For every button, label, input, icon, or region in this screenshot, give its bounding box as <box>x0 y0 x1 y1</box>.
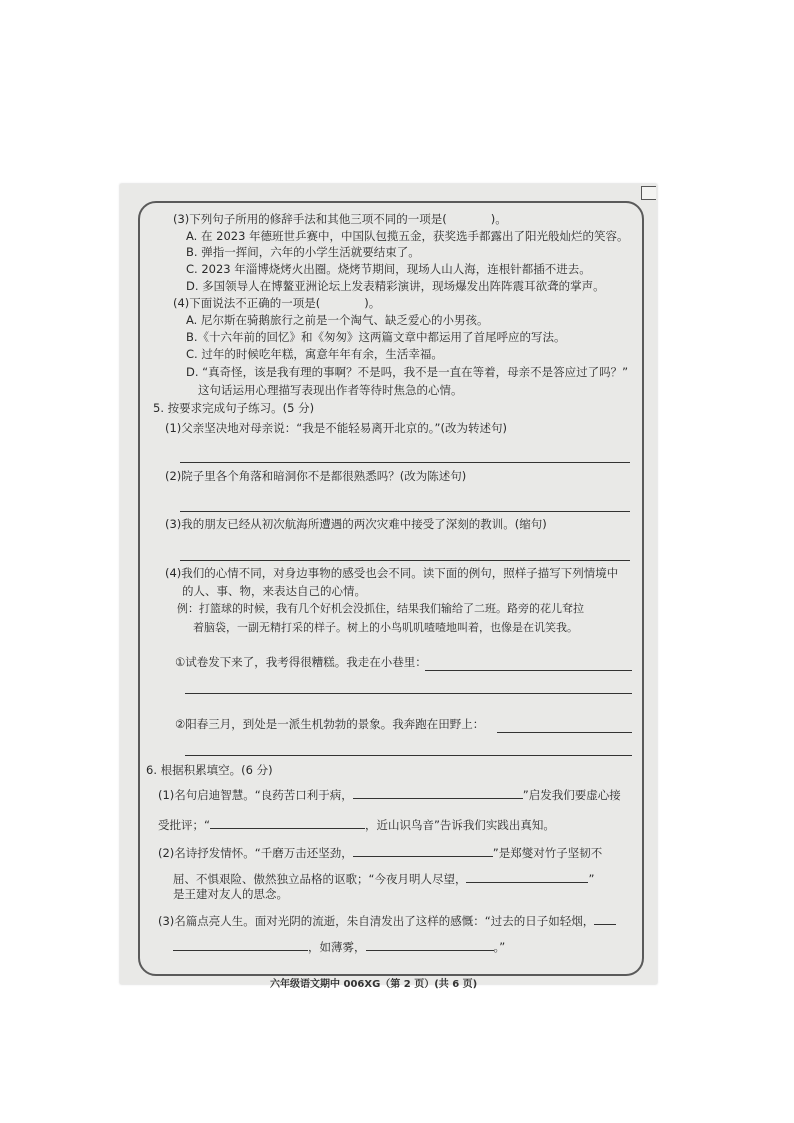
q6-s1-blank2[interactable] <box>210 816 365 829</box>
q4-4-stem: (4)下面说法不正确的一项是( )。 <box>173 296 381 310</box>
q4-3-option-d: D. 多国领导人在博鳌亚洲论坛上发表精彩演讲，现场爆发出阵阵震耳欲聋的掌声。 <box>186 279 605 293</box>
q5-item1-answer-line-a[interactable] <box>425 670 632 671</box>
q4-3-option-a: A. 在 2023 年德班世乒赛中，中国队包揽五金，获奖选手都露出了阳光般灿烂的笑容。 <box>186 229 629 243</box>
sheet-edge-tab <box>641 186 656 200</box>
q6-s3-line1: (3)名篇点亮人生。面对光阴的流逝，朱自清发出了这样的感慨：“过去的日子如轻烟， <box>158 912 616 928</box>
q6-s2-blank2[interactable] <box>466 870 588 883</box>
q5-s1-answer-line[interactable] <box>180 462 630 463</box>
q5-title: 5. 按要求完成句子练习。(5 分) <box>153 401 315 415</box>
q5-item1-answer-line-b[interactable] <box>185 693 632 694</box>
q4-4-option-d-cont: 这句话运用心理描写表现出作者等待时焦急的心情。 <box>198 383 463 397</box>
q5-s3-answer-line[interactable] <box>180 560 630 561</box>
q6-s3-blank1[interactable] <box>173 938 308 951</box>
q5-s4-line2: 的人、事、物，来表达自己的心情。 <box>182 584 366 598</box>
q5-item2: ②阳春三月，到处是一派生机勃勃的景象。我奔跑在田野上： <box>175 717 485 731</box>
q6-s2-blank1[interactable] <box>353 844 493 857</box>
q6-s2-line1: (2)名诗抒发情怀。“千磨万击还坚劲， ”是郑燮对竹子坚韧不 <box>158 846 603 860</box>
q6-s3-blank0[interactable] <box>594 912 616 925</box>
q5-s1: (1)父亲坚决地对母亲说：“我是不能轻易离开北京的。”(改为转述句) <box>165 421 507 435</box>
q6-s2-line3: 是王建对友人的思念。 <box>173 887 288 901</box>
q5-example-line1: 例：打篮球的时候，我有几个好机会没抓住，结果我们输给了二班。路旁的花儿耷拉 <box>177 602 584 615</box>
q5-item1: ①试卷发下来了，我考得很糟糕。我走在小巷里： <box>175 655 427 669</box>
q4-4-option-d: D. “真奇怪，该是我有理的事啊？不是吗，我不是一直在等着，母亲不是答应过了吗？” <box>186 365 629 379</box>
q4-3-option-c: C. 2023 年淄博烧烤火出圈。烧烤节期间，现场人山人海，连根针都插不进去。 <box>186 262 591 276</box>
q4-4-option-b: B.《十六年前的回忆》和《匆匆》这两篇文章中都运用了首尾呼应的写法。 <box>186 330 566 344</box>
q4-4-option-c: C. 过年的时候吃年糕，寓意年年有余，生活幸福。 <box>186 347 443 361</box>
q6-s3-line2: ，如薄雾， 。” <box>173 938 505 954</box>
q5-s2-answer-line[interactable] <box>180 511 630 512</box>
q6-s1-blank1[interactable] <box>353 786 523 799</box>
q5-item2-answer-line-b[interactable] <box>185 755 632 756</box>
q4-4-option-a: A. 尼尔斯在骑鹅旅行之前是一个淘气、缺乏爱心的小男孩。 <box>186 313 489 327</box>
q5-s2: (2)院子里各个角落和暗洞你不是都很熟悉吗？(改为陈述句) <box>165 469 467 483</box>
q6-title: 6. 根据积累填空。(6 分) <box>146 763 273 777</box>
page-footer: 六年级语文期中 006XG（第 2 页）(共 6 页) <box>270 979 478 990</box>
q5-example-line2: 着脑袋，一副无精打采的样子。树上的小鸟叽叽喳喳地叫着，也像是在讥笑我。 <box>193 621 578 634</box>
q5-item2-answer-line-a[interactable] <box>497 732 632 733</box>
q6-s3-blank2[interactable] <box>366 938 494 951</box>
q6-s1-line1: (1)名句启迪智慧。“良药苦口利于病， ”启发我们要虚心接 <box>158 788 621 802</box>
q6-s2-line2: 屈、不惧艰险、傲然独立品格的讴歌；“今夜月明人尽望， ” <box>173 872 595 886</box>
q5-s4-line1: (4)我们的心情不同，对身边事物的感受也会不同。读下面的例句，照样子描写下列情境中 <box>165 566 619 580</box>
q5-s3: (3)我的朋友已经从初次航海所遭遇的两次灾难中接受了深刻的教训。(缩句) <box>165 517 547 531</box>
q4-3-stem: (3)下列句子所用的修辞手法和其他三项不同的一项是( )。 <box>173 212 507 226</box>
q4-3-option-b: B. 弹指一挥间，六年的小学生活就要结束了。 <box>186 245 420 259</box>
q6-s1-line2: 受批评；“ ，近山识鸟音”告诉我们实践出真知。 <box>158 818 555 832</box>
